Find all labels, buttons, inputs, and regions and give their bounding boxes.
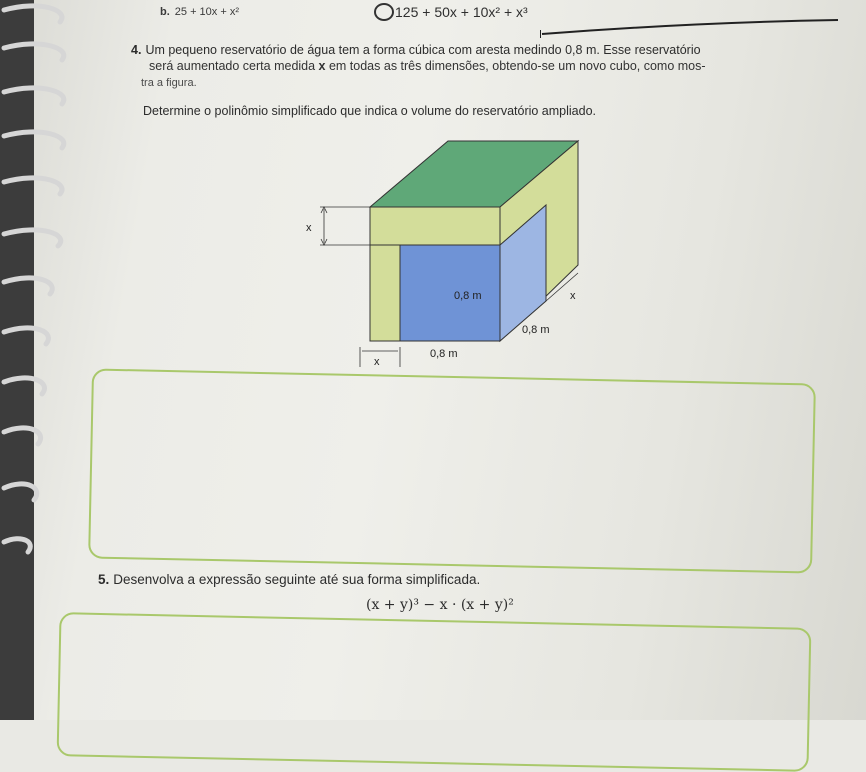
question-4-variable: x bbox=[318, 59, 326, 73]
question-4-line2 bbox=[149, 59, 706, 73]
question-4-line1 bbox=[131, 42, 701, 59]
label-08-bottom: 0,8 m bbox=[430, 348, 458, 360]
question-5-text: Desenvolva a expressão seguinte até sua forma simplificada. bbox=[113, 572, 481, 587]
label-x-top: x bbox=[306, 222, 312, 234]
answer-b: 125 + 50x + 10x² + x³ bbox=[395, 4, 528, 20]
question-4-text-2b: em todas as três dimensões, obtendo-se um novo cubo, como mos- bbox=[325, 59, 706, 73]
label-x-right: x bbox=[570, 290, 576, 302]
label-x-bottom: x bbox=[374, 356, 380, 368]
question-5-expression: (x + y)³ − x · (x + y)² bbox=[366, 597, 514, 613]
question-b-expression: 25 + 10x + x² bbox=[174, 6, 239, 18]
original-cube-front bbox=[400, 245, 500, 341]
question-b-label: b. bbox=[160, 6, 170, 18]
pen-stroke bbox=[540, 18, 840, 38]
question-5 bbox=[98, 572, 480, 587]
question-5-number: 5. bbox=[98, 572, 110, 587]
question-4-line3: tra a figura. bbox=[141, 77, 197, 89]
spiral-binding bbox=[0, 0, 80, 720]
question-4-text-2a: será aumentado certa medida bbox=[149, 59, 319, 73]
cube-figure bbox=[290, 135, 600, 375]
question-b bbox=[160, 6, 239, 18]
label-08-side: 0,8 m bbox=[522, 324, 550, 336]
question-4-text-1: Um pequeno reservatório de água tem a forma cúbica com aresta medindo 0,8 m. Esse reservatório bbox=[145, 43, 701, 57]
answer-box-5[interactable] bbox=[57, 612, 812, 772]
handwritten-circle-mark bbox=[374, 3, 394, 21]
question-4-prompt: Determine o polinômio simplificado que indica o volume do reservatório ampliado. bbox=[143, 104, 597, 118]
label-08-front: 0,8 m bbox=[454, 290, 482, 302]
question-4-number: 4. bbox=[131, 43, 142, 57]
answer-box-4[interactable] bbox=[88, 368, 816, 573]
